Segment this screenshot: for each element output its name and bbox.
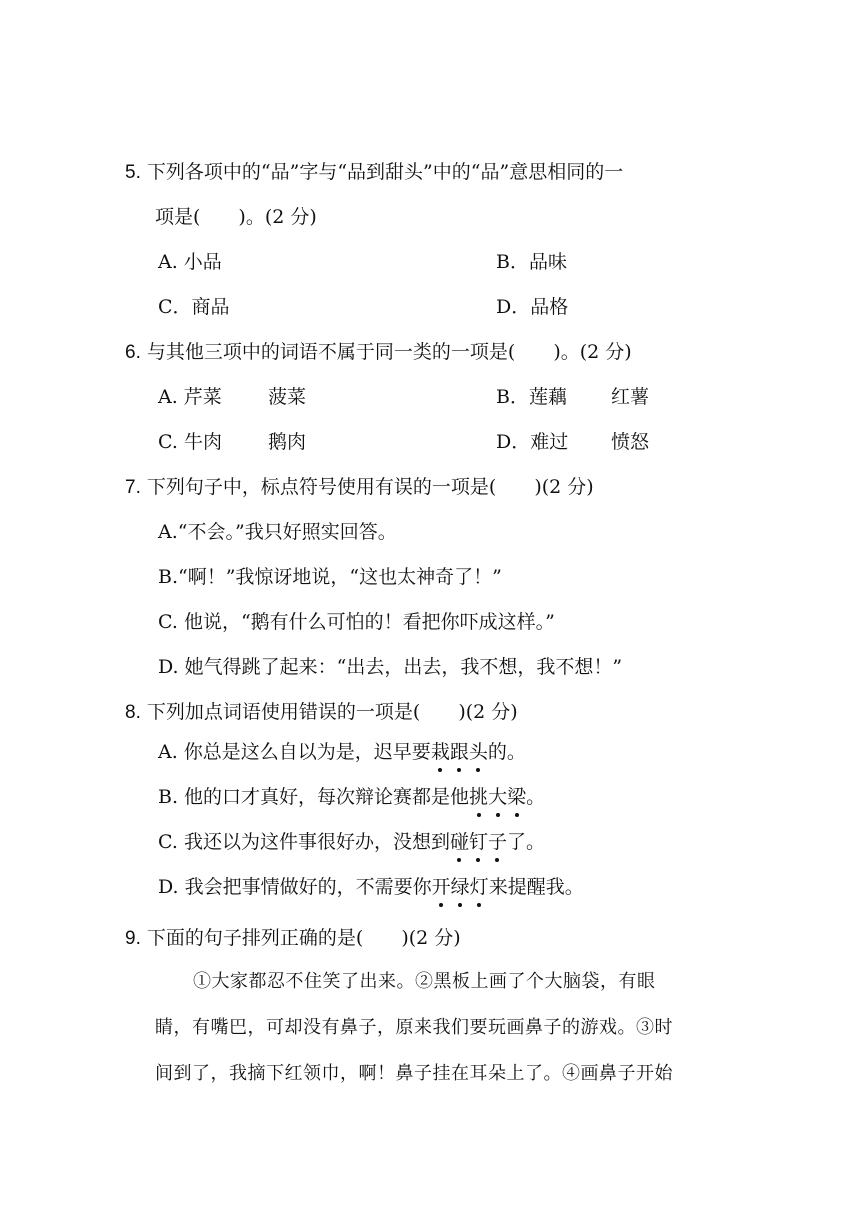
question-text: 与其他三项中的词语不属于同一类的一项是( )。(2 分) <box>146 341 632 363</box>
option-text: 的。 <box>487 741 526 763</box>
option-d-word-2: 愤怒 <box>611 431 650 453</box>
question-5-line-1 <box>125 160 623 185</box>
option-c: C. 牛肉 <box>158 431 222 453</box>
dotted-char: 挑 <box>469 786 489 808</box>
question-8 <box>125 700 518 725</box>
dotted-char: 头 <box>468 741 488 763</box>
option-text: 了。 <box>507 831 546 853</box>
dotted-char: 开 <box>431 876 451 898</box>
option-a <box>158 740 526 764</box>
option-c-word-2: 鹅肉 <box>268 431 307 453</box>
option-text: B. 他的口才真好，每次辩论赛都是他 <box>158 786 470 808</box>
question-5-line-2: 项是( )。(2 分) <box>155 206 317 228</box>
dotted-char: 钉 <box>468 831 488 853</box>
option-text: C. 我还以为这件事很好办，没想到 <box>158 831 450 853</box>
option-b: B．莲藕 <box>496 386 567 408</box>
option-a: A. 芹菜 <box>158 386 222 408</box>
dotted-char: 绿 <box>450 876 470 898</box>
question-text: 下列句子中，标点符号使用有误的一项是( )(2 分) <box>146 476 594 498</box>
option-text: 。 <box>526 786 546 808</box>
option-c: C. 他说，“鹅有什么可怕的！看把你吓成这样。” <box>158 611 555 633</box>
question-number: 9. <box>125 928 141 949</box>
question-text: 下列加点词语使用错误的一项是( )(2 分) <box>146 701 518 723</box>
passage-line-1: ①大家都忍不住笑了出来。②黑板上画了个大脑袋，有眼 <box>193 971 656 992</box>
option-b: B.“啊！”我惊讶地说，“这也太神奇了！” <box>158 566 502 588</box>
option-c <box>158 830 545 854</box>
option-b <box>158 785 545 809</box>
dotted-char: 子 <box>487 831 507 853</box>
dotted-char: 栽 <box>430 741 450 763</box>
question-number: 5. <box>125 162 141 183</box>
option-text: D. 我会把事情做好的，不需要你 <box>158 876 432 898</box>
option-d: D．难过 <box>496 431 569 453</box>
question-text: 下面的句子排列正确的是( )(2 分) <box>146 927 461 949</box>
question-number: 7. <box>125 477 141 498</box>
dotted-char: 梁 <box>507 786 527 808</box>
dotted-char: 灯 <box>469 876 489 898</box>
option-text: 来提醒我。 <box>488 876 584 898</box>
dotted-char: 跟 <box>449 741 469 763</box>
question-6 <box>125 340 632 365</box>
option-d: D. 她气得跳了起来：“出去，出去，我不想，我不想！” <box>158 656 623 678</box>
option-d: D．品格 <box>496 296 569 318</box>
option-a-word-2: 菠菜 <box>268 386 307 408</box>
option-d <box>158 875 584 899</box>
option-b: B．品味 <box>496 251 567 273</box>
option-a: A.“不会。”我只好照实回答。 <box>158 521 397 543</box>
question-9 <box>125 926 461 951</box>
question-text: 下列各项中的“品”字与“品到甜头”中的“品”意思相同的一 <box>146 161 624 183</box>
option-b-word-2: 红薯 <box>611 386 650 408</box>
question-7 <box>125 475 594 500</box>
option-text: A. 你总是这么自以为是，迟早要 <box>158 741 431 763</box>
passage-line-3: 间到了，我摘下红领巾，啊！鼻子挂在耳朵上了。④画鼻子开始 <box>155 1063 673 1084</box>
question-number: 8. <box>125 702 141 723</box>
passage-line-2: 睛，有嘴巴，可却没有鼻子，原来我们要玩画鼻子的游戏。③时 <box>155 1017 673 1038</box>
dotted-char: 大 <box>488 786 508 808</box>
dotted-char: 碰 <box>449 831 469 853</box>
question-number: 6. <box>125 342 141 363</box>
option-c: C．商品 <box>158 296 230 318</box>
option-a: A. 小品 <box>158 251 222 273</box>
